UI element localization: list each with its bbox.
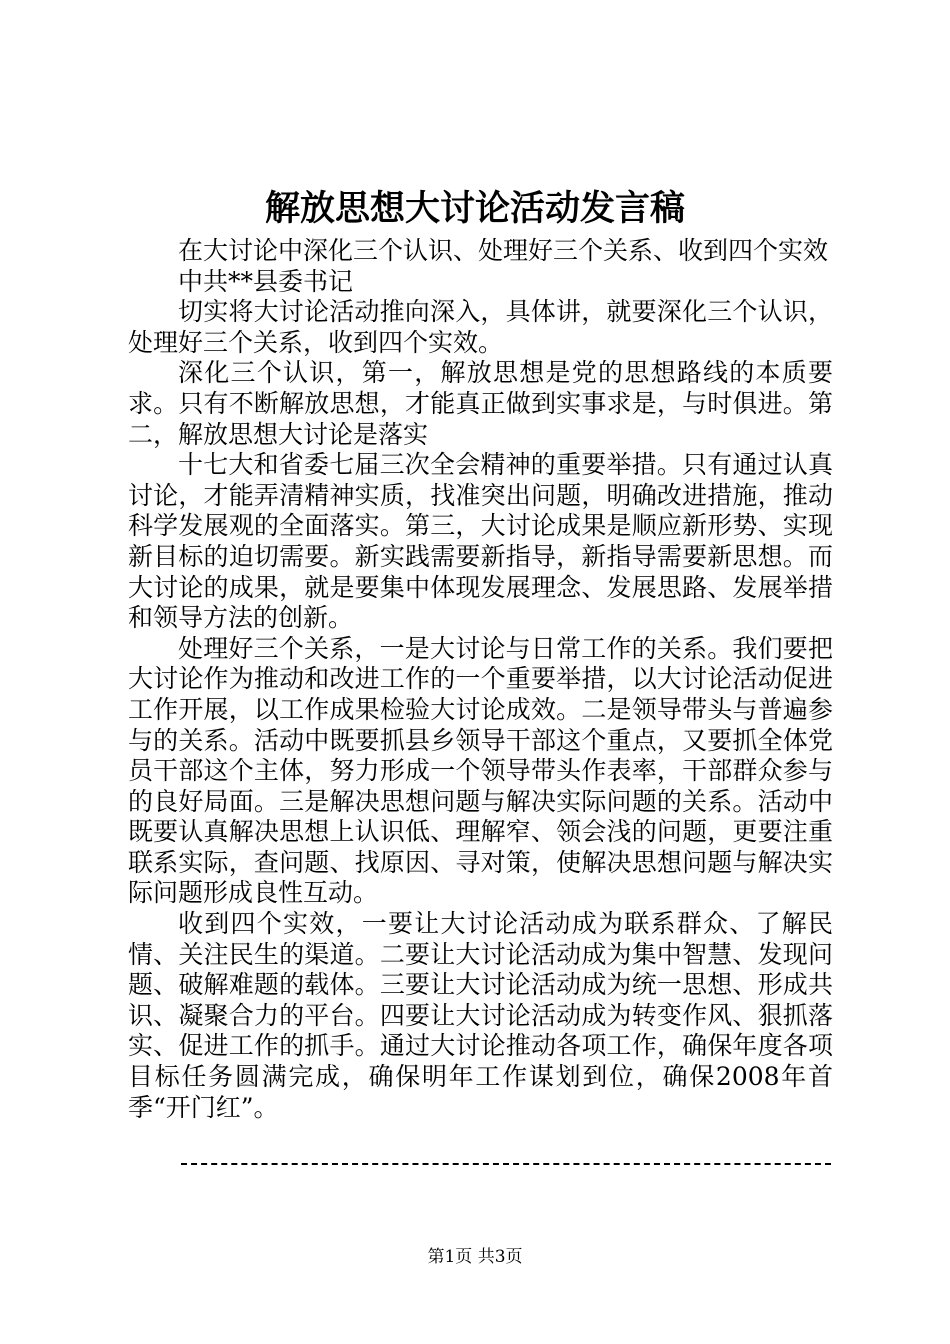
body-paragraph: 收到四个实效，一要让大讨论活动成为联系群众、了解民情、关注民生的渠道。二要让大讨论活动成为集中智慧、发现问题、破解难题的载体。三要让大讨论活动成为统一思想、形成共识、凝聚合力的平台。四要让大讨论活动成为转变作风、狠抓落实、促进工作的抓手。通过大讨论推动各项工作，确保年度各项目标任务圆满完成，确保明年工作谋划到位，确保2008年首季“开门红”。 [128, 909, 833, 1122]
body-paragraph: 处理好三个关系，一是大讨论与日常工作的关系。我们要把大讨论作为推动和改进工作的一个重要举措，以大讨论活动促进工作开展，以工作成果检验大讨论成效。二是领导带头与普遍参与的关系。活动中既要抓县乡领导干部这个重点，又要抓全体党员干部这个主体，努力形成一个领导带头作表率，干部群众参与的良好局面。三是解决思想问题与解决实际问题的关系。活动中既要认真解决思想上认识低、理解窄、领会浅的问题，更要注重联系实际，查问题、找原因、寻对策，使解决思想问题与解决实际问题形成良性互动。 [128, 633, 833, 908]
body-paragraph: 深化三个认识，第一，解放思想是党的思想路线的本质要求。只有不断解放思想，才能真正做到实事求是，与时俱进。第二，解放思想大讨论是落实 [128, 358, 833, 449]
body-paragraph: 切实将大讨论活动推向深入，具体讲，就要深化三个认识，处理好三个关系，收到四个实效。 [128, 297, 833, 357]
subtitle-paragraph: 在大讨论中深化三个认识、处理好三个关系、收到四个实效 [178, 236, 829, 265]
document-title: 解放思想大讨论活动发言稿 [264, 188, 685, 229]
page-footer: 第1页 共3页 [427, 1247, 523, 1267]
author-line: 中共**县委书记 [178, 266, 354, 296]
body-paragraph: 十七大和省委七届三次全会精神的重要举措。只有通过认真讨论，才能弄清精神实质，找准突出问题，明确改进措施，推动科学发展观的全面落实。第三，大讨论成果是顺应新形势、实现新目标的迫切需要。新实践需要新指导，新指导需要新思想。而大讨论的成果，就是要集中体现发展理念、发展思路、发展举措和领导方法的创新。 [128, 450, 833, 633]
document-body [128, 236, 833, 1123]
dashed-separator [181, 1163, 831, 1165]
